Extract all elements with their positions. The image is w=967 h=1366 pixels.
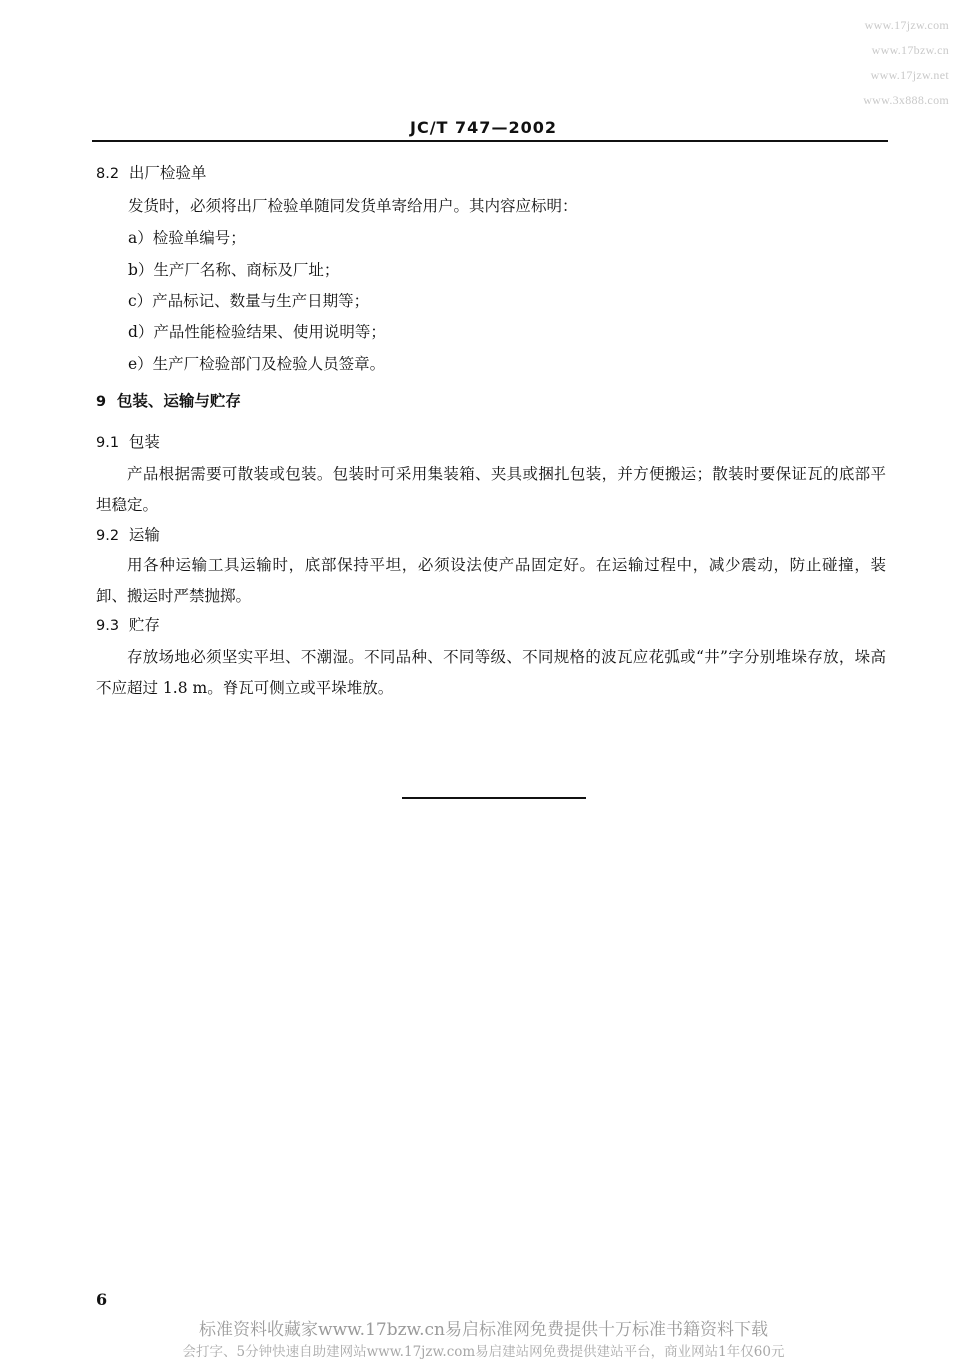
- section-9-3-text: 存放场地必须坚实平坦、不潮湿。不同品种、不同等级、不同规格的波瓦应花弧或“井”字分别堆垛存放，垛高不应超过 1.8 m。脊瓦可侧立或平垛堆放。: [96, 648, 886, 697]
- section-title: 运输: [128, 526, 160, 544]
- watermark-text: www.17jzw.com: [864, 18, 949, 32]
- section-9-2-text: 用各种运输工具运输时，底部保持平坦，必须设法使产品固定好。在运输过程中，减少震动，防止碰撞，装卸、搬运时严禁抛掷。: [96, 556, 886, 605]
- list-item: e）生产厂检验部门及检验人员签章。: [128, 355, 386, 373]
- list-item: a）检验单编号；: [128, 229, 246, 247]
- section-title: 包装、运输与贮存: [116, 391, 241, 410]
- section-number: 9: [96, 394, 107, 410]
- list-item: b）生产厂名称、商标及厂址；: [128, 261, 340, 279]
- section-number: 9.1: [96, 435, 120, 451]
- watermark-text: www.17jzw.net: [870, 68, 949, 82]
- section-9-1-heading: [96, 432, 160, 453]
- section-9-1-text: 产品根据需要可散装或包装。包装时可采用集装箱、夹具或捆扎包装，并方便搬运；散装时要保证瓦的底部平坦稳定。: [96, 465, 886, 514]
- section-title: 包装: [128, 433, 160, 451]
- section-title: 出厂检验单: [128, 164, 207, 182]
- footer-watermark: 会打字、5分钟快速自助建网站www.17jzw.com易启建站网免费提供建站平台，商业网站1年仅60元: [182, 1344, 785, 1360]
- section-9-2-heading: [96, 525, 160, 546]
- section-number: 8.2: [96, 166, 120, 182]
- section-8-2-heading: [96, 163, 206, 184]
- page-number: 6: [96, 1290, 108, 1309]
- section-number: 9.3: [96, 618, 120, 634]
- section-number: 9.2: [96, 528, 120, 544]
- header-rule: [92, 140, 888, 142]
- watermark-text: www.17bzw.cn: [871, 43, 949, 57]
- section-title: 贮存: [128, 616, 160, 634]
- watermark-text: www.3x888.com: [863, 93, 949, 107]
- footer-watermark: 标准资料收藏家www.17bzw.cn易启标准网免费提供十万标准书籍资料下载: [199, 1320, 768, 1340]
- standard-code-header: JC/T 747—2002: [410, 118, 557, 137]
- list-item: c）产品标记、数量与生产日期等；: [128, 292, 370, 310]
- end-of-text-rule: [402, 797, 586, 799]
- list-item: d）产品性能检验结果、使用说明等；: [128, 323, 386, 341]
- section-9-heading: [96, 391, 241, 412]
- section-9-3-heading: [96, 615, 160, 636]
- section-8-2-intro: 发货时，必须将出厂检验单随同发货单寄给用户。其内容应标明：: [128, 197, 578, 215]
